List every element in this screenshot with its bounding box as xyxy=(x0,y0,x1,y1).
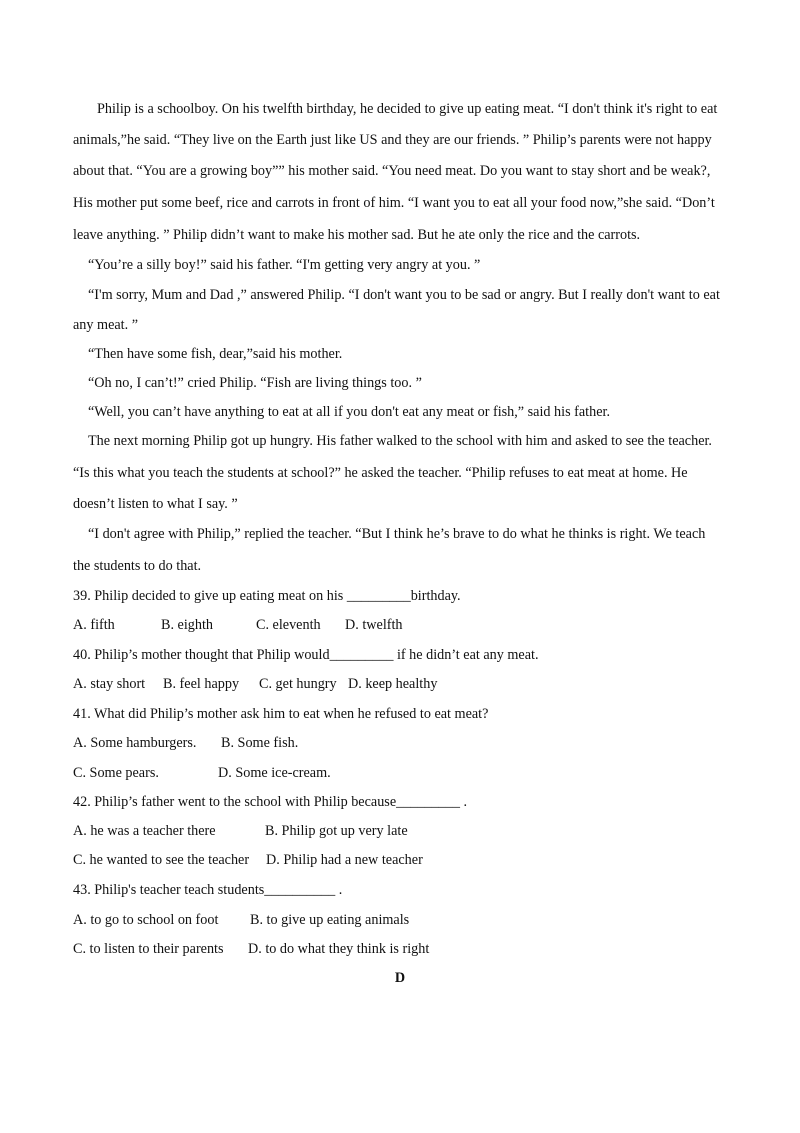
passage-line: “Oh no, I can’t!” cried Philip. “Fish are living things too. ” xyxy=(88,375,422,391)
question-40-stem: 40. Philip’s mother thought that Philip would_________ if he didn’t eat any meat. xyxy=(73,647,539,663)
passage-line: leave anything. ” Philip didn’t want to make his mother sad. But he ate only the rice and the carrots. xyxy=(73,227,641,243)
passage-line: about that. “You are a growing boy”” his mother said. “You need meat. Do you want to stay short and be weak?, xyxy=(73,163,711,179)
question-39-stem: 39. Philip decided to give up eating meat on his _________birthday. xyxy=(73,588,461,604)
passage-line: “I don't agree with Philip,” replied the teacher. “But I think he’s brave to do what he thinks is right. We teach xyxy=(88,526,706,542)
question-42-stem: 42. Philip’s father went to the school with Philip because_________ . xyxy=(73,794,468,810)
option-41-b[interactable]: B. Some fish. xyxy=(221,735,299,751)
passage-line: Philip is a schoolboy. On his twelfth birthday, he decided to give up eating meat. “I don't think it's right to eat xyxy=(97,101,718,117)
question-41-stem: 41. What did Philip’s mother ask him to eat when he refused to eat meat? xyxy=(73,706,489,722)
option-43-c[interactable]: C. to listen to their parents xyxy=(73,941,224,957)
section-label: D xyxy=(394,970,406,986)
passage-line: the students to do that. xyxy=(73,558,202,574)
passage-line: His mother put some beef, rice and carrots in front of him. “I want you to eat all your food now,”she said. “Don’t xyxy=(73,195,715,211)
passage-line: The next morning Philip got up hungry. His father walked to the school with him and asked to see the teacher. xyxy=(88,433,712,449)
option-42-c[interactable]: C. he wanted to see the teacher xyxy=(73,852,250,868)
passage-line: “Is this what you teach the students at school?” he asked the teacher. “Philip refuses to eat meat at home. He xyxy=(73,465,688,481)
option-42-d[interactable]: D. Philip had a new teacher xyxy=(266,852,423,868)
option-42-b[interactable]: B. Philip got up very late xyxy=(265,823,408,839)
option-39-c[interactable]: C. eleventh xyxy=(256,617,321,633)
option-42-a[interactable]: A. he was a teacher there xyxy=(73,823,216,839)
option-39-a[interactable]: A. fifth xyxy=(73,617,115,633)
option-40-d[interactable]: D. keep healthy xyxy=(348,676,438,692)
option-43-d[interactable]: D. to do what they think is right xyxy=(248,941,430,957)
passage-line: “Well, you can’t have anything to eat at all if you don't eat any meat or fish,” said his father. xyxy=(88,404,610,420)
passage-line: “You’re a silly boy!” said his father. “I'm getting very angry at you. ” xyxy=(88,257,481,273)
passage-line: animals,”he said. “They live on the Earth just like US and they are our friends. ” Philip’s parents were not happy xyxy=(73,132,712,148)
option-40-b[interactable]: B. feel happy xyxy=(163,676,240,692)
passage-line: any meat. ” xyxy=(73,317,138,333)
option-39-b[interactable]: B. eighth xyxy=(161,617,214,633)
question-43-stem: 43. Philip's teacher teach students__________ . xyxy=(73,882,343,898)
option-40-c[interactable]: C. get hungry xyxy=(259,676,337,692)
option-41-c[interactable]: C. Some pears. xyxy=(73,765,159,781)
option-41-d[interactable]: D. Some ice-cream. xyxy=(218,765,331,781)
option-41-a[interactable]: A. Some hamburgers. xyxy=(73,735,197,751)
option-43-a[interactable]: A. to go to school on foot xyxy=(73,912,219,928)
option-43-b[interactable]: B. to give up eating animals xyxy=(250,912,410,928)
passage-line: “Then have some fish, dear,”said his mother. xyxy=(88,346,343,362)
option-39-d[interactable]: D. twelfth xyxy=(345,617,403,633)
passage-line: “I'm sorry, Mum and Dad ,” answered Philip. “I don't want you to be sad or angry. But I really don't want to eat xyxy=(88,287,720,303)
option-40-a[interactable]: A. stay short xyxy=(73,676,146,692)
passage-line: doesn’t listen to what I say. ” xyxy=(73,496,238,512)
